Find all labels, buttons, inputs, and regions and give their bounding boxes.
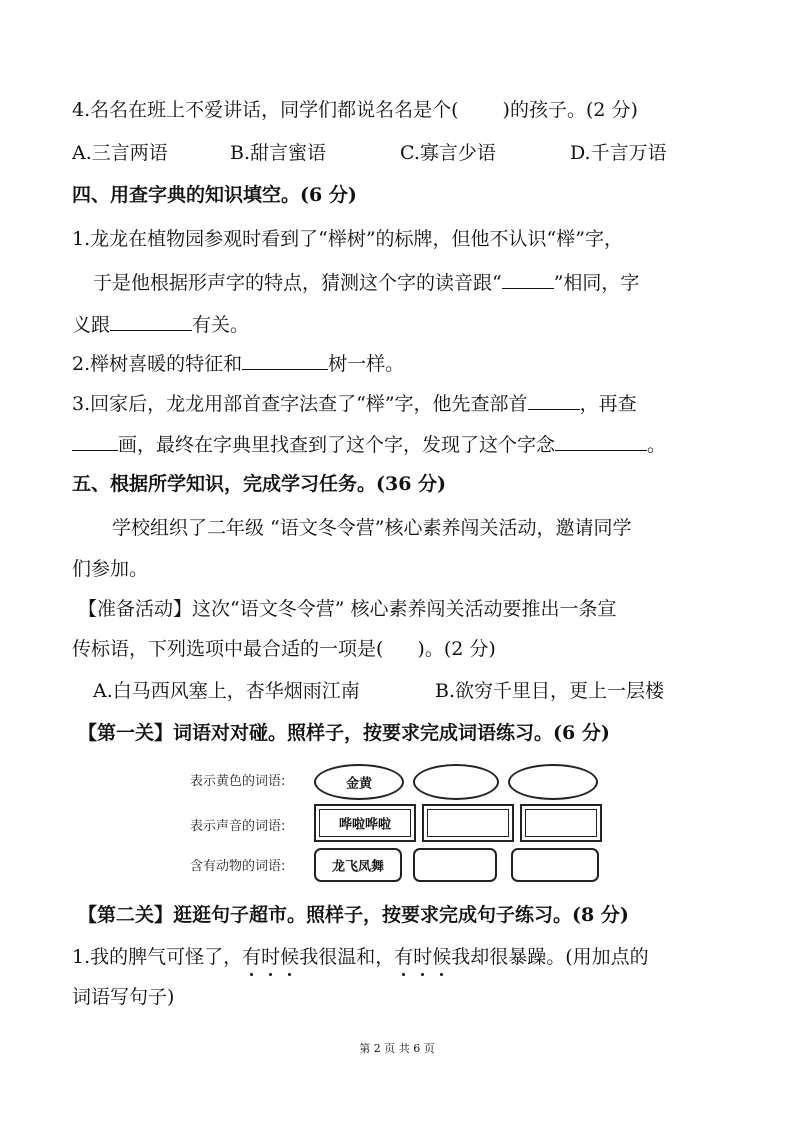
prep-activity-line1: 【准备活动】这次“语文冬令营” 核心素养闯关活动要推出一条宣 [78,598,617,620]
dotted-char: 时 [261,946,281,968]
dotted-char: 有 [394,946,414,968]
dotted-char: 时 [413,946,433,968]
row2-answer-box-2[interactable] [520,804,602,842]
row2-example-box [314,804,416,842]
row3-example-text: 龙飞凤舞 [331,859,384,875]
s4-q2 [72,349,404,377]
level-1-heading: 【第一关】词语对对碰。照样子，按要求完成词语练习。(6 分) [78,722,610,744]
s4-q1-line3-part1: 义跟 [72,314,111,336]
row1-example-text: 金黄 [345,776,372,792]
s4-q1-line1: 1.龙龙在植物园参观时看到了“榉树”的标牌，但他不认识“榉”字， [72,228,623,250]
s4-q1-line2 [93,268,639,296]
s4-q3-line1-part2: ，再查 [579,393,637,415]
level-2-heading: 【第二关】逛逛句子超市。照样子，按要求完成句子练习。(8 分) [78,904,629,926]
s4-q3-line2-part1: 画，最终在字典里找查到了这个字，发现了这个字念 [118,434,556,456]
row1-answer-oval-2[interactable] [508,764,598,800]
row3-answer-box-2[interactable] [511,848,599,882]
section-5-heading: 五、根据所学知识，完成学习任务。(36 分) [72,473,447,495]
s4-q3-line1-part1: 3.回家后，龙龙用部首查字法查了“榉”字，他先查部首 [72,393,528,415]
level2-q1-line2: 词语写句子) [72,986,175,1008]
prep-options [93,678,664,704]
q4-stem-part2: )的孩子。(2 分) [502,99,638,121]
fill-blank-sound[interactable] [502,268,554,289]
fill-blank-radical[interactable] [528,389,580,410]
option-b[interactable]: B.甜言蜜语 [230,142,327,164]
prep-line2-part2: )。(2 分) [417,638,496,660]
q4-stem-part1: 4.名名在班上不爱讲话，同学们都说名名是个( [72,99,459,121]
option-d[interactable]: D.千言万语 [570,142,667,164]
s4-q1-line2-part1: 于是他根据形声字的特点，猜测这个字的读音跟“ [93,272,502,294]
fill-blank-strokes[interactable] [72,430,118,451]
s4-q3-line2 [72,430,666,458]
s4-q2-part1: 2.榉树喜暖的特征和 [72,353,243,375]
l2-q1-part2: 我很温和， [299,946,395,968]
prep-option-b[interactable]: B.欲穷千里目，更上一层楼 [435,680,665,702]
page-footer: 第 2 页 共 6 页 [359,1042,435,1055]
s5-intro-line1: 学校组织了二年级 “语文冬令营”核心素养闯关活动，邀请同学 [112,517,632,539]
s4-q1-line3-part2: 有关。 [192,314,250,336]
prep-activity-line2 [72,636,496,662]
s5-intro-line2: 们参加。 [72,558,149,580]
l2-q1-part3: 我却很暴躁。(用加点的 [451,946,649,968]
row2-label: 表示声音的词语: [190,819,286,834]
fill-blank-meaning[interactable] [110,310,192,331]
fill-blank-pronunciation[interactable] [555,430,647,451]
row1-label: 表示黄色的词语: [190,774,286,789]
section-4-heading: 四、用查字典的知识填空。(6 分) [72,184,357,206]
row2-example-text: 哗啦哗啦 [338,817,391,833]
dotted-char: 候 [432,946,452,968]
row3-example-box [314,848,402,882]
fill-blank-tree[interactable] [242,349,328,370]
option-c[interactable]: C.寡言少语 [400,142,496,164]
row3-label: 含有动物的词语: [190,859,286,874]
prep-option-a[interactable]: A.白马西风塞上，杏华烟雨江南 [93,680,360,702]
dotted-char: 候 [280,946,300,968]
row1-example-oval [314,764,404,800]
option-a[interactable]: A.三言两语 [72,142,168,164]
dotted-char: 有 [242,946,262,968]
row2-answer-inner-1 [427,809,509,837]
row3-answer-box-1[interactable] [413,848,497,882]
level2-q1-line1 [72,944,649,970]
s4-q2-part2: 树一样。 [328,353,405,375]
s4-q1-line2-part2: ”相同，字 [553,272,640,294]
row1-answer-oval-1[interactable] [413,764,499,800]
prep-line2-part1: 传标语，下列选项中最合适的一项是( [72,638,384,660]
row2-answer-inner-2 [525,809,597,837]
row2-answer-box-1[interactable] [422,804,514,842]
s4-q1-line3 [72,310,249,338]
question-4-options [72,140,667,166]
question-4-stem [72,97,638,123]
l2-q1-part1: 1.我的脾气可怪了， [72,946,243,968]
s4-q3-line2-part2: 。 [647,434,667,456]
s4-q3-line1 [72,389,637,417]
